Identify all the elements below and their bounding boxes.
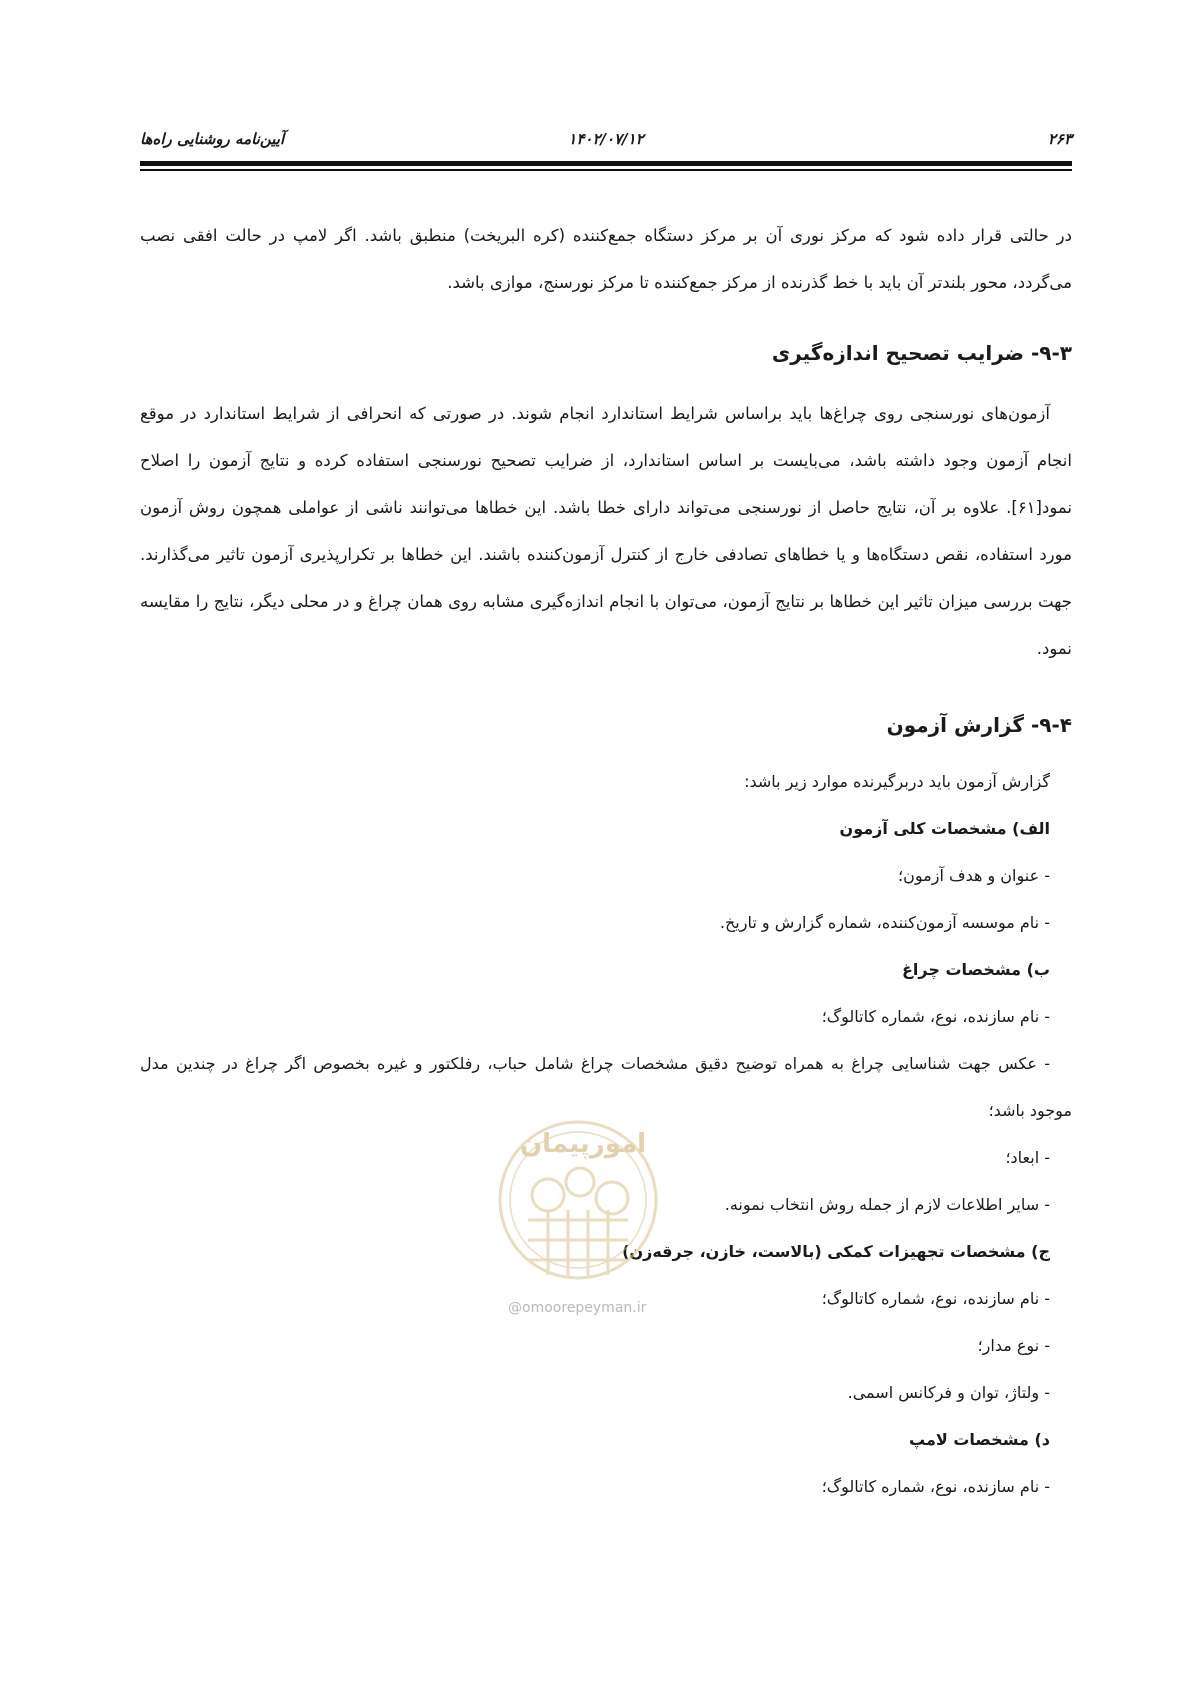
list-item: - نوع مدار؛: [977, 1336, 1050, 1355]
group-a-title: الف) مشخصات کلی آزمون: [839, 819, 1050, 838]
group-b-title: ب) مشخصات چراغ: [902, 960, 1050, 979]
section-heading-9-3: ۹-۳- ضرایب تصحیح اندازه‌گیری: [771, 341, 1072, 365]
list-item: - عکس جهت شناسایی چراغ به همراه توضیح دقیق مشخصات چراغ شامل حباب، رفلکتور و غیره بخصوص اگر چراغ در چندین مدل موجود باشد؛: [140, 1054, 1072, 1120]
group-d-title: د) مشخصات لامپ: [909, 1430, 1050, 1449]
list-item: - نام سازنده، نوع، شماره کاتالوگ؛: [821, 1289, 1050, 1308]
header-rule-thin: [140, 169, 1072, 171]
list-item: - نام موسسه آزمون‌کننده، شماره گزارش و تاریخ.: [719, 913, 1050, 932]
watermark-logo-text: امورپیمان: [519, 1129, 647, 1159]
list-item: - ابعاد؛: [1005, 1148, 1050, 1167]
header-rule-thick: [140, 161, 1072, 166]
watermark-logo-icon: [488, 1100, 668, 1300]
list-item: - سایر اطلاعات لازم از جمله روش انتخاب نمونه.: [724, 1195, 1050, 1214]
header-doc-title: آیین‌نامه روشنایی راه‌ها: [140, 130, 285, 148]
group-c-title: ج) مشخصات تجهیزات کمکی (بالاست، خازن، جرقه‌زن): [622, 1242, 1050, 1261]
list-item: - نام سازنده، نوع، شماره کاتالوگ؛: [821, 1477, 1050, 1496]
running-header: [140, 128, 1072, 150]
header-date: ۱۴۰۲/۰۷/۱۲: [568, 130, 644, 148]
list-item: - عنوان و هدف آزمون؛: [898, 866, 1050, 885]
list-item: - ولتاژ، توان و فرکانس اسمی.: [847, 1383, 1050, 1402]
section-9-3-paragraph: آزمون‌های نورسنجی روی چراغ‌ها باید براساس شرایط استاندارد انجام شوند. در صورتی که انحرافی از شرایط استاندارد در موقع انجام آزمون وجود داشته باشد، می‌بایست بر اساس استاندارد، از ضرایب تصحیح نورسنجی استفاده کرده و نتایج آزمون را اصلاح نمود[۶۱]. علاوه بر آن، نتایج حاصل از نورسنجی می‌تواند دارای خطا باشد. این خطاها می‌توانند ناشی از عواملی همچون روش آزمون مورد استفاده، نقص دستگاه‌ها و یا خطاهای تصادفی خارج از کنترل آزمون‌کننده باشند. این خطاها بر تکرارپذیری آزمون تاثیر می‌گذارند. جهت بررسی میزان تاثیر این خطاها بر نتایج آزمون، می‌توان با انجام اندازه‌گیری مشابه روی همان چراغ و در محلی دیگر، نتایج را مقایسه نمود.: [140, 404, 1072, 658]
watermark-url: @omoorepeyman.ir: [508, 1300, 647, 1316]
page-number: ۲۶۳: [1047, 130, 1072, 148]
section-heading-9-4: ۹-۴- گزارش آزمون: [886, 713, 1072, 737]
report-intro: گزارش آزمون باید دربرگیرنده موارد زیر باشد:: [744, 772, 1050, 791]
intro-paragraph: در حالتی قرار داده شود که مرکز نوری آن بر مرکز دستگاه جمع‌کننده (کره البریخت) منطبق باشد. اگر لامپ در حالت افقی نصب می‌گردد، محور بلندتر آن باید با خط گذرنده از مرکز جمع‌کننده تا مرکز نورسنج، موازی باشد.: [140, 226, 1072, 292]
list-item: - نام سازنده، نوع، شماره کاتالوگ؛: [821, 1007, 1050, 1026]
